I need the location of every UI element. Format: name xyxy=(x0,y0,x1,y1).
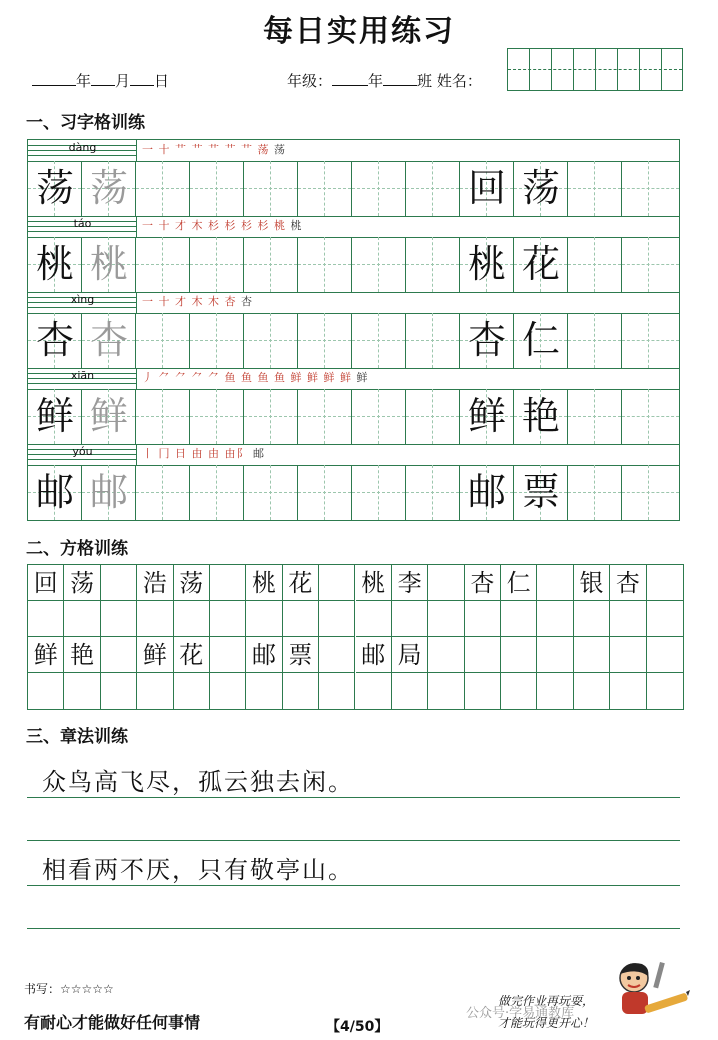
stroke-order: 一 十 艹 艹 艹 艹 艹 荡 荡 xyxy=(142,143,286,156)
grid-cell[interactable] xyxy=(428,601,464,637)
pinyin-label: xiān xyxy=(70,369,95,382)
grid-cell[interactable] xyxy=(428,673,464,709)
grid-char: 荡 xyxy=(64,565,100,601)
cartoon-boy-illustration xyxy=(604,956,690,1030)
grade-year-label: 年 xyxy=(368,72,384,90)
watermark: 公众号·学易通教库 xyxy=(466,1006,575,1021)
word-char: 仁 xyxy=(514,313,568,368)
grid-cell[interactable] xyxy=(610,601,646,637)
writing-line xyxy=(27,840,680,841)
char-row xyxy=(28,161,679,216)
verse-line-1: 众鸟高飞尽，孤云独去闲。 xyxy=(42,768,354,796)
grid-cell[interactable] xyxy=(319,601,355,637)
slogan-line-2: 才能玩得更开心！ xyxy=(498,1016,595,1030)
grid-cell[interactable] xyxy=(428,637,464,673)
grid-cell[interactable] xyxy=(465,673,501,709)
tian-cell[interactable] xyxy=(190,313,244,368)
grid-cell[interactable] xyxy=(647,601,683,637)
writing-line xyxy=(27,928,680,929)
grid-char: 仁 xyxy=(501,565,537,601)
grid-cell[interactable] xyxy=(246,601,282,637)
grid-char: 票 xyxy=(283,637,319,673)
class-blank[interactable] xyxy=(383,71,417,86)
grid-cell[interactable] xyxy=(574,637,610,673)
tian-cell[interactable] xyxy=(136,237,190,292)
word-char: 杏 xyxy=(460,313,514,368)
grid-cell[interactable] xyxy=(64,601,100,637)
grid-cell[interactable] xyxy=(647,637,683,673)
tian-cell[interactable] xyxy=(622,465,679,520)
grid-cell[interactable] xyxy=(283,673,319,709)
grid-cell[interactable] xyxy=(137,673,173,709)
grid-cell[interactable] xyxy=(101,565,137,601)
grid-cell[interactable] xyxy=(356,601,392,637)
grid-char: 鲜 xyxy=(137,637,173,673)
tian-cell[interactable] xyxy=(190,237,244,292)
grid-cell[interactable] xyxy=(319,637,355,673)
grid-cell[interactable] xyxy=(210,673,246,709)
grid-cell[interactable] xyxy=(210,565,246,601)
grid-cell[interactable] xyxy=(537,565,573,601)
tian-cell[interactable] xyxy=(352,465,406,520)
tian-cell[interactable] xyxy=(568,161,622,216)
tian-cell[interactable] xyxy=(406,237,460,292)
grid-cell[interactable] xyxy=(101,673,137,709)
tian-cell[interactable] xyxy=(244,161,298,216)
trace-char: 鲜 xyxy=(82,389,136,444)
tian-cell[interactable] xyxy=(622,237,679,292)
grid-cell[interactable] xyxy=(574,601,610,637)
grid-cell[interactable] xyxy=(465,637,501,673)
tian-cell[interactable] xyxy=(352,161,406,216)
grid-char: 邮 xyxy=(356,637,392,673)
grid-char: 荡 xyxy=(174,565,210,601)
grid-cell[interactable] xyxy=(210,637,246,673)
writing-line xyxy=(27,797,680,798)
grid-char: 桃 xyxy=(356,565,392,601)
grid-char: 局 xyxy=(392,637,428,673)
tian-cell[interactable] xyxy=(568,389,622,444)
grid-cell[interactable] xyxy=(392,673,428,709)
tian-cell[interactable] xyxy=(298,313,352,368)
page-title: 每日实用练习 xyxy=(263,14,455,49)
tian-cell[interactable] xyxy=(352,389,406,444)
name-label: 姓名： xyxy=(436,72,482,90)
grid-cell[interactable] xyxy=(428,565,464,601)
grid-char: 花 xyxy=(283,565,319,601)
stroke-order: 一 十 才 木 木 杏 杏 xyxy=(142,295,253,308)
word-char: 票 xyxy=(514,465,568,520)
trace-char: 杏 xyxy=(82,313,136,368)
grid-char: 花 xyxy=(174,637,210,673)
tian-cell[interactable] xyxy=(406,313,460,368)
day-label: 日 xyxy=(154,72,170,90)
tian-cell[interactable] xyxy=(352,237,406,292)
grid-cell[interactable] xyxy=(28,601,64,637)
tian-cell[interactable] xyxy=(568,237,622,292)
grid-cell[interactable] xyxy=(356,673,392,709)
tian-cell[interactable] xyxy=(298,389,352,444)
word-char: 回 xyxy=(460,161,514,216)
word-char: 艳 xyxy=(514,389,568,444)
rating-stars: 书写：☆☆☆☆☆ xyxy=(24,982,114,996)
char-row xyxy=(28,465,679,520)
tian-cell[interactable] xyxy=(622,161,679,216)
tian-cell[interactable] xyxy=(136,389,190,444)
section-2-heading: 二、方格训练 xyxy=(26,539,128,559)
pinyin-label: xìng xyxy=(70,293,95,306)
stroke-order: 丨 冂 日 由 由 由阝 邮 xyxy=(142,447,265,460)
char-row xyxy=(28,389,679,444)
pinyin-label: táo xyxy=(73,217,92,230)
tian-cell[interactable] xyxy=(298,161,352,216)
grid-cell[interactable] xyxy=(537,637,573,673)
word-char: 邮 xyxy=(460,465,514,520)
grid-char: 李 xyxy=(392,565,428,601)
grade-line xyxy=(287,70,482,91)
grid-cell[interactable] xyxy=(465,601,501,637)
tian-cell[interactable] xyxy=(298,465,352,520)
writing-line xyxy=(27,885,680,886)
word-char: 桃 xyxy=(460,237,514,292)
tian-cell[interactable] xyxy=(352,313,406,368)
section-1-heading: 一、习字格训练 xyxy=(26,113,145,133)
tian-cell[interactable] xyxy=(622,389,679,444)
slogan-line-1: 做完作业再玩耍， xyxy=(498,994,595,1008)
grid-cell[interactable] xyxy=(501,673,537,709)
trace-char: 荡 xyxy=(82,161,136,216)
tian-cell[interactable] xyxy=(244,237,298,292)
grid-cell[interactable] xyxy=(501,637,537,673)
grid-cell[interactable] xyxy=(174,601,210,637)
trace-char: 邮 xyxy=(82,465,136,520)
month-blank[interactable] xyxy=(91,71,115,86)
grid-char: 浩 xyxy=(137,565,173,601)
tian-cell[interactable] xyxy=(622,313,679,368)
grid-cell[interactable] xyxy=(574,673,610,709)
square-grid xyxy=(27,564,684,710)
grid-cell[interactable] xyxy=(210,601,246,637)
stroke-order: 一 十 才 木 杉 杉 杉 杉 桃 桃 xyxy=(142,219,303,232)
word-char: 荡 xyxy=(514,161,568,216)
model-char: 荡 xyxy=(28,161,82,216)
pinyin-row xyxy=(28,216,679,238)
grid-cell[interactable] xyxy=(319,673,355,709)
tian-cell[interactable] xyxy=(298,237,352,292)
page-number: 【4/50】 xyxy=(326,1019,389,1035)
pinyin-row xyxy=(28,140,679,162)
grid-cell[interactable] xyxy=(537,601,573,637)
word-char: 鲜 xyxy=(460,389,514,444)
grid-char: 艳 xyxy=(64,637,100,673)
char-row xyxy=(28,313,679,368)
grid-cell[interactable] xyxy=(246,673,282,709)
grid-cell[interactable] xyxy=(101,637,137,673)
tian-cell[interactable] xyxy=(244,465,298,520)
pinyin-label: dàng xyxy=(68,141,97,154)
tian-cell[interactable] xyxy=(244,389,298,444)
tian-cell[interactable] xyxy=(136,465,190,520)
model-char: 鲜 xyxy=(28,389,82,444)
pinyin-label: yóu xyxy=(72,445,93,458)
model-char: 桃 xyxy=(28,237,82,292)
section-3-heading: 三、章法训练 xyxy=(26,727,128,747)
year-blank[interactable] xyxy=(32,71,76,86)
verse-line-2: 相看两不厌，只有敬亭山。 xyxy=(42,856,354,884)
grid-cell[interactable] xyxy=(101,601,137,637)
tian-cell[interactable] xyxy=(406,389,460,444)
pinyin-row xyxy=(28,368,679,390)
grid-char: 桃 xyxy=(246,565,282,601)
motto: 有耐心才能做好任何事情 xyxy=(24,1013,201,1032)
model-char: 邮 xyxy=(28,465,82,520)
tian-cell[interactable] xyxy=(136,313,190,368)
month-label: 月 xyxy=(115,72,131,90)
grid-cell[interactable] xyxy=(501,601,537,637)
grade-label: 年级： xyxy=(287,72,333,90)
model-char: 杏 xyxy=(28,313,82,368)
pinyin-row xyxy=(28,444,679,466)
tian-cell[interactable] xyxy=(568,465,622,520)
class-label: 班 xyxy=(417,72,433,90)
grid-cell[interactable] xyxy=(28,673,64,709)
grade-blank[interactable] xyxy=(332,71,368,86)
tian-cell[interactable] xyxy=(406,465,460,520)
grid-char: 银 xyxy=(574,565,610,601)
grid-cell[interactable] xyxy=(283,601,319,637)
grid-cell[interactable] xyxy=(537,673,573,709)
tian-cell[interactable] xyxy=(136,161,190,216)
grid-cell[interactable] xyxy=(319,565,355,601)
word-char: 花 xyxy=(514,237,568,292)
trace-char: 桃 xyxy=(82,237,136,292)
grid-cell[interactable] xyxy=(647,565,683,601)
tian-cell[interactable] xyxy=(190,389,244,444)
char-row xyxy=(28,237,679,292)
grid-cell[interactable] xyxy=(392,601,428,637)
grid-cell[interactable] xyxy=(647,673,683,709)
grid-char: 杏 xyxy=(465,565,501,601)
grid-cell[interactable] xyxy=(174,673,210,709)
grid-char: 鲜 xyxy=(28,637,64,673)
tian-grid xyxy=(27,139,680,521)
tian-cell[interactable] xyxy=(568,313,622,368)
day-blank[interactable] xyxy=(130,71,154,86)
tian-cell[interactable] xyxy=(190,161,244,216)
grid-char: 回 xyxy=(28,565,64,601)
grid-cell[interactable] xyxy=(610,673,646,709)
tian-cell[interactable] xyxy=(406,161,460,216)
tian-cell[interactable] xyxy=(190,465,244,520)
date-line xyxy=(32,70,169,91)
year-label: 年 xyxy=(76,72,92,90)
grid-char: 邮 xyxy=(246,637,282,673)
tian-cell[interactable] xyxy=(244,313,298,368)
grid-char: 杏 xyxy=(610,565,646,601)
name-box[interactable] xyxy=(507,48,683,91)
stroke-order: 丿 ⺈ ⺈ ⺈ ⺈ 鱼 鱼 鱼 鱼 鲜 鲜 鲜 鲜 鲜 xyxy=(142,371,369,384)
grid-cell[interactable] xyxy=(64,673,100,709)
grid-cell[interactable] xyxy=(610,637,646,673)
pinyin-row xyxy=(28,292,679,314)
grid-cell[interactable] xyxy=(137,601,173,637)
